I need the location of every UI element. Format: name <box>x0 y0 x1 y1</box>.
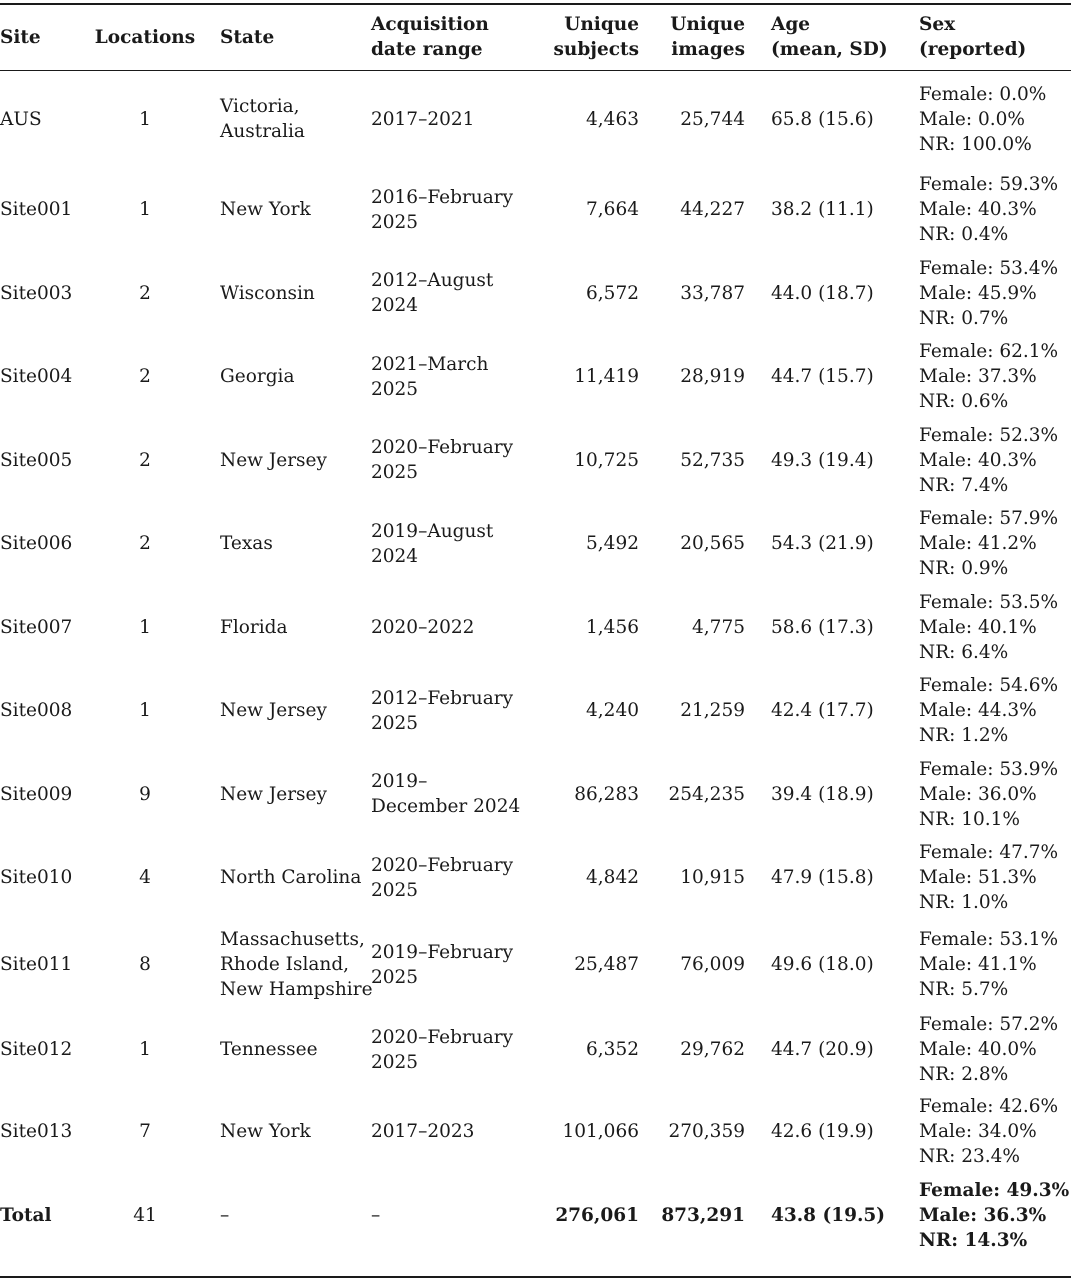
total-locations: 41 <box>133 1204 157 1226</box>
date-range-cell: 2021–March 2025 <box>371 353 489 400</box>
site-cell: Site009 <box>0 783 73 805</box>
unique-images-cell: 44,227 <box>680 199 745 221</box>
state-cell: Texas <box>220 533 273 555</box>
date-range-cell: 2017–2021 <box>371 108 475 130</box>
unique-subjects-cell: 7,664 <box>586 199 639 221</box>
unique-images-cell: 20,565 <box>680 533 745 555</box>
age-cell: 44.7 (15.7) <box>771 366 874 388</box>
header-sex: Sex (reported) <box>919 14 1027 60</box>
date-range-cell: 2020–February 2025 <box>371 437 514 484</box>
date-range-cell: 2012–August 2024 <box>371 270 494 317</box>
total-date-range: – <box>371 1204 381 1226</box>
locations-cell: 8 <box>139 954 151 975</box>
site-cell: Site012 <box>0 1039 73 1060</box>
sex-cell: Female: 53.4% Male: 45.9% NR: 0.7% <box>919 257 1059 329</box>
site-summary-table <box>0 4 1071 1257</box>
site-cell: Site004 <box>0 366 73 388</box>
unique-subjects-cell: 25,487 <box>574 954 639 975</box>
table-body <box>0 70 1071 1257</box>
site-cell: Site007 <box>0 616 73 638</box>
locations-cell: 1 <box>139 616 151 638</box>
state-cell: New Jersey <box>220 449 327 471</box>
sex-cell: Female: 59.3% Male: 40.3% NR: 0.4% <box>919 174 1059 246</box>
locations-cell: 1 <box>139 199 151 221</box>
locations-cell: 7 <box>139 1120 151 1142</box>
locations-cell: 2 <box>139 282 151 304</box>
site-cell: AUS <box>0 108 42 130</box>
site-cell: Site010 <box>0 867 73 889</box>
state-cell: New Jersey <box>220 783 327 805</box>
unique-subjects-cell: 101,066 <box>562 1120 639 1142</box>
age-cell: 58.6 (17.3) <box>771 616 874 638</box>
unique-images-cell: 4,775 <box>692 616 745 638</box>
site-cell: Site003 <box>0 282 73 304</box>
unique-images-cell: 28,919 <box>680 366 745 388</box>
site-cell: Site011 <box>0 954 73 975</box>
locations-cell: 4 <box>139 867 151 889</box>
age-cell: 54.3 (21.9) <box>771 533 874 555</box>
site-cell: Site013 <box>0 1120 73 1142</box>
state-cell: Massachusetts, Rhode Island, New Hampshire <box>220 929 373 1000</box>
unique-subjects-cell: 6,572 <box>586 282 639 304</box>
state-cell: Wisconsin <box>220 282 315 304</box>
site-cell: Site005 <box>0 449 73 471</box>
state-cell: New Jersey <box>220 700 327 722</box>
unique-images-cell: 10,915 <box>680 867 745 889</box>
header-unique-images: Unique images <box>670 14 745 60</box>
unique-subjects-cell: 4,463 <box>586 108 639 130</box>
table-row <box>0 753 1071 837</box>
locations-cell: 2 <box>139 449 151 471</box>
header-date-range: Acquisition date range <box>371 14 489 60</box>
header-site: Site <box>0 26 41 48</box>
sex-cell: Female: 53.9% Male: 36.0% NR: 10.1% <box>919 758 1059 830</box>
table-row <box>0 586 1071 670</box>
header-locations: Locations <box>94 26 196 48</box>
table-row <box>0 419 1071 503</box>
age-cell: 49.3 (19.4) <box>771 449 874 471</box>
table-row <box>0 335 1071 419</box>
site-cell: Site001 <box>0 199 73 221</box>
sex-cell: Female: 57.2% Male: 40.0% NR: 2.8% <box>919 1014 1059 1085</box>
age-cell: 42.4 (17.7) <box>771 700 874 722</box>
age-cell: 47.9 (15.8) <box>771 867 874 889</box>
age-cell: 44.7 (20.9) <box>771 1039 874 1060</box>
table-row <box>0 1010 1071 1090</box>
table-row <box>0 1090 1071 1174</box>
date-range-cell: 2019–February 2025 <box>371 941 514 988</box>
locations-cell: 2 <box>139 366 151 388</box>
unique-subjects-cell: 6,352 <box>586 1039 639 1060</box>
unique-images-cell: 76,009 <box>680 954 745 975</box>
unique-images-cell: 33,787 <box>680 282 745 304</box>
state-cell: New York <box>220 1120 311 1142</box>
table-row <box>0 70 1071 168</box>
table-bottom-rule <box>0 1276 1071 1278</box>
sex-cell: Female: 54.6% Male: 44.3% NR: 1.2% <box>919 675 1059 747</box>
date-range-cell: 2019– December 2024 <box>371 771 521 818</box>
table-row <box>0 168 1071 252</box>
date-range-cell: 2020–2022 <box>371 616 475 638</box>
age-cell: 38.2 (11.1) <box>771 199 874 221</box>
state-cell: Florida <box>220 616 288 638</box>
table-row <box>0 920 1071 1010</box>
table-row <box>0 252 1071 336</box>
unique-subjects-cell: 4,842 <box>586 867 639 889</box>
table-row <box>0 502 1071 586</box>
locations-cell: 1 <box>139 700 151 722</box>
total-label: Total <box>0 1204 52 1226</box>
state-cell: Georgia <box>220 366 295 388</box>
total-row <box>0 1173 1071 1257</box>
sex-cell: Female: 62.1% Male: 37.3% NR: 0.6% <box>919 341 1059 413</box>
sex-cell: Female: 42.6% Male: 34.0% NR: 23.4% <box>919 1095 1059 1167</box>
sex-cell: Female: 53.1% Male: 41.1% NR: 5.7% <box>919 929 1059 1000</box>
header-row <box>0 4 1071 70</box>
table-row <box>0 669 1071 753</box>
unique-images-cell: 29,762 <box>680 1039 745 1060</box>
locations-cell: 2 <box>139 533 151 555</box>
unique-subjects-cell: 5,492 <box>586 533 639 555</box>
unique-subjects-cell: 10,725 <box>574 449 639 471</box>
age-cell: 42.6 (19.9) <box>771 1120 874 1142</box>
age-cell: 65.8 (15.6) <box>771 108 874 130</box>
table-row <box>0 836 1071 920</box>
header-unique-subjects: Unique subjects <box>553 14 639 60</box>
date-range-cell: 2017–2023 <box>371 1120 475 1142</box>
total-age: 43.8 (19.5) <box>771 1204 886 1226</box>
unique-subjects-cell: 1,456 <box>586 616 639 638</box>
site-cell: Site008 <box>0 700 73 722</box>
date-range-cell: 2016–February 2025 <box>371 186 514 233</box>
date-range-cell: 2012–February 2025 <box>371 687 514 734</box>
state-cell: New York <box>220 199 311 221</box>
header-state: State <box>220 26 275 48</box>
age-cell: 44.0 (18.7) <box>771 282 874 304</box>
sex-cell: Female: 53.5% Male: 40.1% NR: 6.4% <box>919 591 1059 663</box>
unique-images-cell: 25,744 <box>680 108 745 130</box>
header-age: Age (mean, SD) <box>771 14 888 60</box>
unique-images-cell: 254,235 <box>668 783 745 805</box>
sex-cell: Female: 52.3% Male: 40.3% NR: 7.4% <box>919 424 1059 496</box>
total-unique-subjects: 276,061 <box>555 1204 639 1226</box>
total-state: – <box>220 1204 230 1226</box>
unique-subjects-cell: 86,283 <box>574 783 639 805</box>
locations-cell: 9 <box>139 783 151 805</box>
date-range-cell: 2019–August 2024 <box>371 520 494 567</box>
sex-cell: Female: 0.0% Male: 0.0% NR: 100.0% <box>919 83 1047 155</box>
sex-cell: Female: 57.9% Male: 41.2% NR: 0.9% <box>919 508 1059 580</box>
locations-cell: 1 <box>139 1039 151 1060</box>
site-cell: Site006 <box>0 533 73 555</box>
date-range-cell: 2020–February 2025 <box>371 1026 514 1073</box>
total-unique-images: 873,291 <box>661 1204 745 1226</box>
age-cell: 39.4 (18.9) <box>771 783 874 805</box>
total-sex: Female: 49.3% Male: 36.3% NR: 14.3% <box>919 1179 1070 1251</box>
age-cell: 49.6 (18.0) <box>771 954 874 975</box>
state-cell: Tennessee <box>220 1039 318 1060</box>
date-range-cell: 2020–February 2025 <box>371 854 514 901</box>
unique-images-cell: 21,259 <box>680 700 745 722</box>
unique-images-cell: 52,735 <box>680 449 745 471</box>
state-cell: North Carolina <box>220 867 362 889</box>
unique-subjects-cell: 4,240 <box>586 700 639 722</box>
state-cell: Victoria, Australia <box>220 96 305 142</box>
unique-images-cell: 270,359 <box>668 1120 745 1142</box>
unique-subjects-cell: 11,419 <box>574 366 639 388</box>
locations-cell: 1 <box>139 108 151 130</box>
sex-cell: Female: 47.7% Male: 51.3% NR: 1.0% <box>919 842 1059 914</box>
